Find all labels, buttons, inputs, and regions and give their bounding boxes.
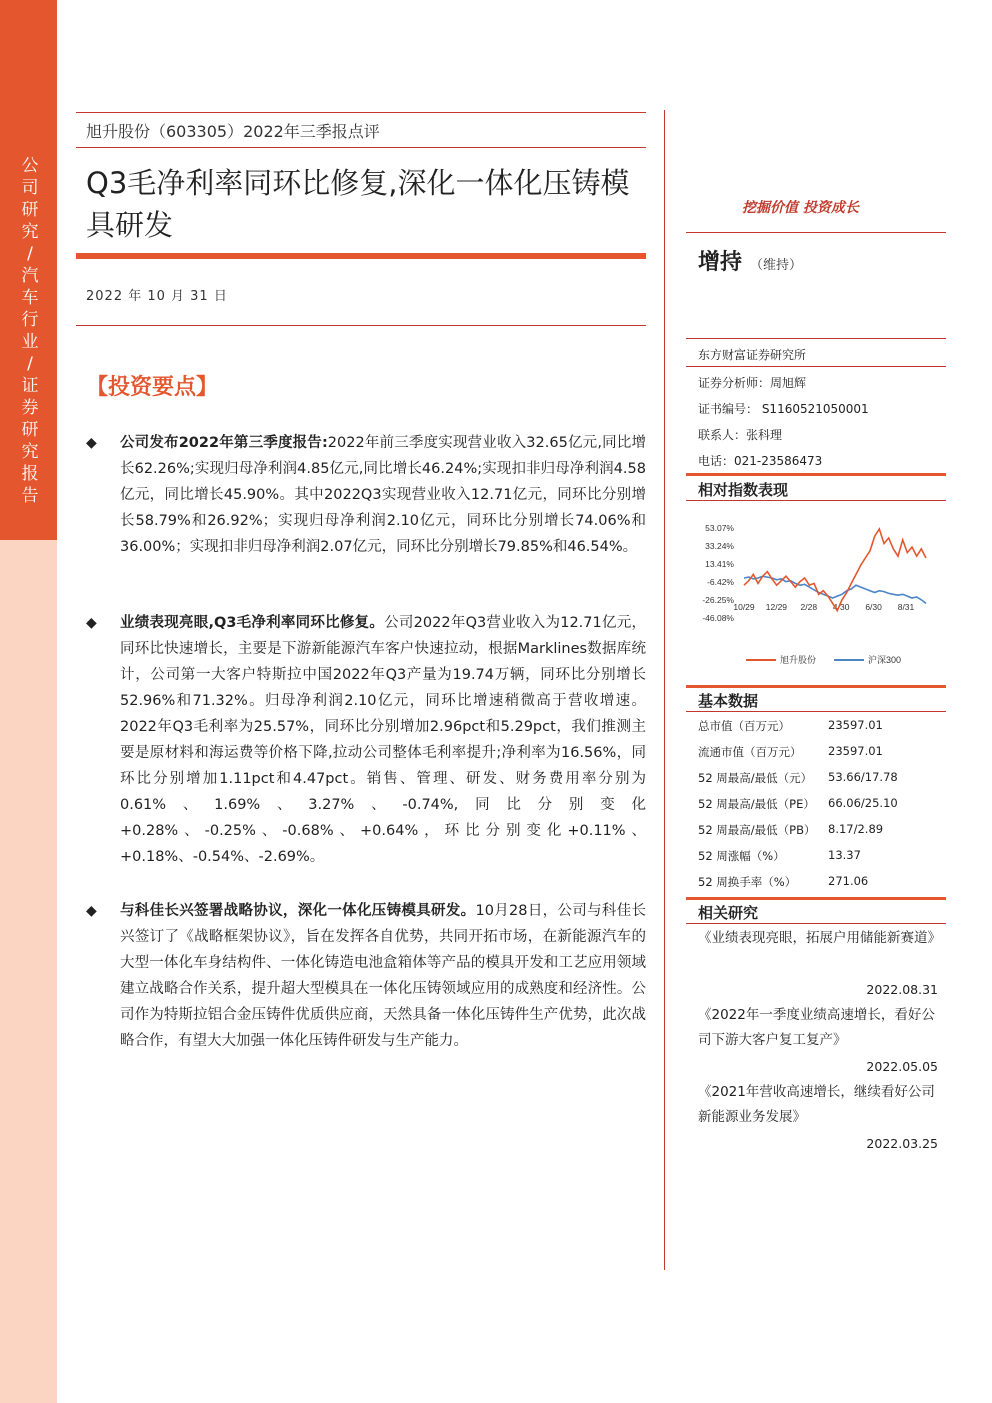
basic-value: 66.06/25.10 [828, 796, 898, 810]
y-tick-label: -26.25% [702, 595, 734, 605]
basic-key: 52 周最高/最低（PE） [698, 797, 815, 811]
diamond-bullet-icon: ◆ [86, 903, 97, 919]
sidebar-label-char: 究 [21, 442, 39, 462]
basic-value: 23597.01 [828, 718, 883, 732]
basic-title-rule [686, 711, 946, 712]
y-tick-label: -6.42% [707, 577, 734, 587]
related-title: 相关研究 [698, 904, 759, 922]
diamond-bullet-icon: ◆ [86, 615, 97, 631]
sidebar-label-char: 报 [21, 464, 39, 484]
sidebar-label-char: / [27, 244, 33, 264]
analyst: 证券分析师：周旭辉 [698, 376, 807, 390]
chart-rule [686, 473, 946, 476]
related-report-title[interactable]: 《业绩表现亮眼，拓展户用储能新赛道》 [698, 930, 941, 946]
sidebar-light [0, 540, 57, 1403]
x-tick-label: 8/31 [897, 602, 915, 612]
key-point-text: 公司2022年Q3营业收入为12.71亿元，同环比快速增长，主要是下游新能源汽车客户快速拉动，根据Marklines数据库统计，公司第一大客户特斯拉中国2022年Q3产量为19.74万辆，同环比分别增长52.96%和71.32%。归母净利润2.10亿元，同环比增速稍微高于营收增速。2022年Q3毛利率为25.57%，同环比分别增加2.96pct和5.29pct，我们推测主要是原材料和海运费等价格下降,拉动公司整体毛利率提升;净利率为16.56%，同环比分别增加1.11pct和4.47pct。销售、管理、研发、财务费用率分别为0.61%、1.69%、3.27%、-0.74%,同比分别变化+0.28%、-0.25%、-0.68%、+0.64%，环比分别变化+0.11%、+0.18%、-0.54%、-2.69%。 [120, 615, 646, 865]
basic-rule [686, 685, 946, 688]
sidebar-label-char: 车 [21, 288, 39, 308]
column-divider [664, 110, 665, 1270]
y-tick-label: 13.41% [705, 559, 734, 569]
related-report-title[interactable]: 《2022年一季度业绩高速增长，看好公司下游大客户复工复产》 [698, 1007, 935, 1048]
rating [698, 245, 802, 276]
firm-rule-bottom [686, 366, 946, 367]
key-point-lead: 公司发布2022年第三季度报告: [120, 435, 328, 451]
firm-name: 东方财富证券研究所 [698, 348, 807, 362]
header-rule-top [76, 112, 646, 113]
key-point-lead: 与科佳长兴签署战略协议，深化一体化压铸模具研发。 [120, 903, 476, 919]
chart-title-rule [686, 500, 946, 501]
legend-label: 旭升股份 [780, 655, 817, 665]
related-report-title[interactable]: 《2021年营收高速增长，继续看好公司新能源业务发展》 [698, 1084, 935, 1125]
rating-rule-top [686, 232, 946, 233]
x-tick-label: 2/28 [800, 602, 818, 612]
basic-row [698, 874, 938, 890]
basic-row [698, 718, 938, 734]
rating-value: 增持 [698, 250, 743, 275]
basic-key: 52 周最高/最低（PB） [698, 823, 816, 837]
section-title: 【投资要点】 [86, 375, 219, 400]
sidebar-label-char: 研 [21, 200, 39, 220]
key-point-lead: 业绩表现亮眼,Q3毛净利率同环比修复。 [120, 615, 385, 631]
phone: 电话：021-23586473 [698, 454, 823, 468]
basic-row [698, 848, 938, 864]
sidebar-label-char: 司 [21, 178, 39, 198]
report-date: 2022 年 10 月 31 日 [86, 289, 228, 304]
related-report-date: 2022.05.05 [866, 1059, 938, 1074]
cert-number: 证书编号： S1160521050001 [698, 402, 869, 416]
y-tick-label: 33.24% [705, 541, 734, 551]
report-type: 旭升股份（603305）2022年三季报点评 [86, 122, 380, 141]
basic-key: 52 周涨幅（%） [698, 849, 785, 863]
series-line [744, 529, 926, 611]
basic-value: 271.06 [828, 874, 869, 888]
related-title-rule [686, 923, 946, 924]
basic-key: 52 周最高/最低（元） [698, 771, 813, 785]
firm-rule [686, 338, 946, 339]
slogan: 挖掘价值 投资成长 [742, 200, 859, 216]
basic-key: 流通市值（百万元） [698, 745, 802, 759]
sidebar-label-char: / [27, 354, 33, 374]
sidebar-label-char: 证 [21, 376, 39, 396]
basic-value: 13.37 [828, 848, 861, 862]
y-tick-label: -46.08% [702, 613, 734, 623]
date-rule [76, 325, 646, 326]
contact: 联系人：张科理 [698, 428, 783, 442]
x-tick-label: 4/30 [832, 602, 850, 612]
sidebar-label-char: 券 [21, 398, 39, 418]
related-rule [686, 897, 946, 900]
basic-key: 总市值（百万元） [698, 719, 790, 733]
sidebar-label-char: 研 [21, 420, 39, 440]
x-tick-label: 6/30 [865, 602, 882, 612]
sidebar-label-char: 告 [21, 486, 39, 506]
key-point-text: 10月28日，公司与科佳长兴签订了《战略框架协议》，旨在发挥各自优势，共同开拓市场，在新能源汽车的大型一体化车身结构件、一体化铸造电池盒箱体等产品的模具开发和工艺应用领域建立战略合作关系，提升超大型模具在一体化压铸领域应用的成熟度和经济性。公司作为特斯拉铝合金压铸件优质供应商，天然具备一体化压铸件生产优势，此次战略合作，有望大大加强一体化压铸件研发与生产能力。 [120, 903, 647, 1049]
header-rule-thick [76, 253, 646, 259]
header-rule-mid [76, 147, 646, 148]
basic-value: 8.17/2.89 [828, 822, 884, 836]
key-point [86, 430, 646, 560]
chart-title: 相对指数表现 [698, 481, 789, 499]
y-tick-label: 53.07% [705, 523, 734, 533]
basic-title: 基本数据 [698, 692, 759, 710]
sidebar-label-char: 汽 [21, 266, 39, 286]
basic-value: 53.66/17.78 [828, 770, 898, 784]
series-line [744, 576, 926, 603]
key-point [86, 898, 646, 1054]
sidebar-label [18, 155, 42, 507]
sidebar-label-char: 业 [21, 332, 39, 352]
page-title: Q3毛净利率同环比修复,深化一体化压铸模具研发 [86, 166, 630, 242]
key-point [86, 610, 646, 870]
x-tick-label: 12/29 [765, 602, 788, 612]
sidebar-label-char: 行 [21, 310, 39, 330]
legend-label: 沪深300 [868, 655, 902, 665]
basic-row [698, 796, 938, 812]
basic-row [698, 770, 938, 786]
rating-note: （维持） [750, 258, 803, 273]
relative-performance-chart [686, 512, 946, 677]
basic-key: 52 周换手率（%） [698, 875, 797, 889]
related-report-date: 2022.08.31 [866, 982, 938, 997]
basic-row [698, 822, 938, 838]
diamond-bullet-icon: ◆ [86, 435, 97, 451]
sidebar-label-char: 究 [21, 222, 39, 242]
basic-value: 23597.01 [828, 744, 883, 758]
basic-row [698, 744, 938, 760]
key-point-text: 2022年前三季度实现营业收入32.65亿元,同比增长62.26%;实现归母净利润4.85亿元,同比增长46.24%;实现扣非归母净利润4.58亿元，同比增长45.90%。其中2022Q3实现营业收入12.71亿元，同环比分别增长58.79%和26.92%；实现归母净利润2.10亿元，同环比分别增长74.06%和36.00%；实现扣非归母净利润2.07亿元，同环比分别增长79.85%和46.54%。 [120, 435, 646, 555]
related-report-date: 2022.03.25 [866, 1136, 938, 1151]
sidebar-label-char: 公 [21, 156, 39, 176]
x-tick-label: 10/29 [733, 602, 755, 612]
